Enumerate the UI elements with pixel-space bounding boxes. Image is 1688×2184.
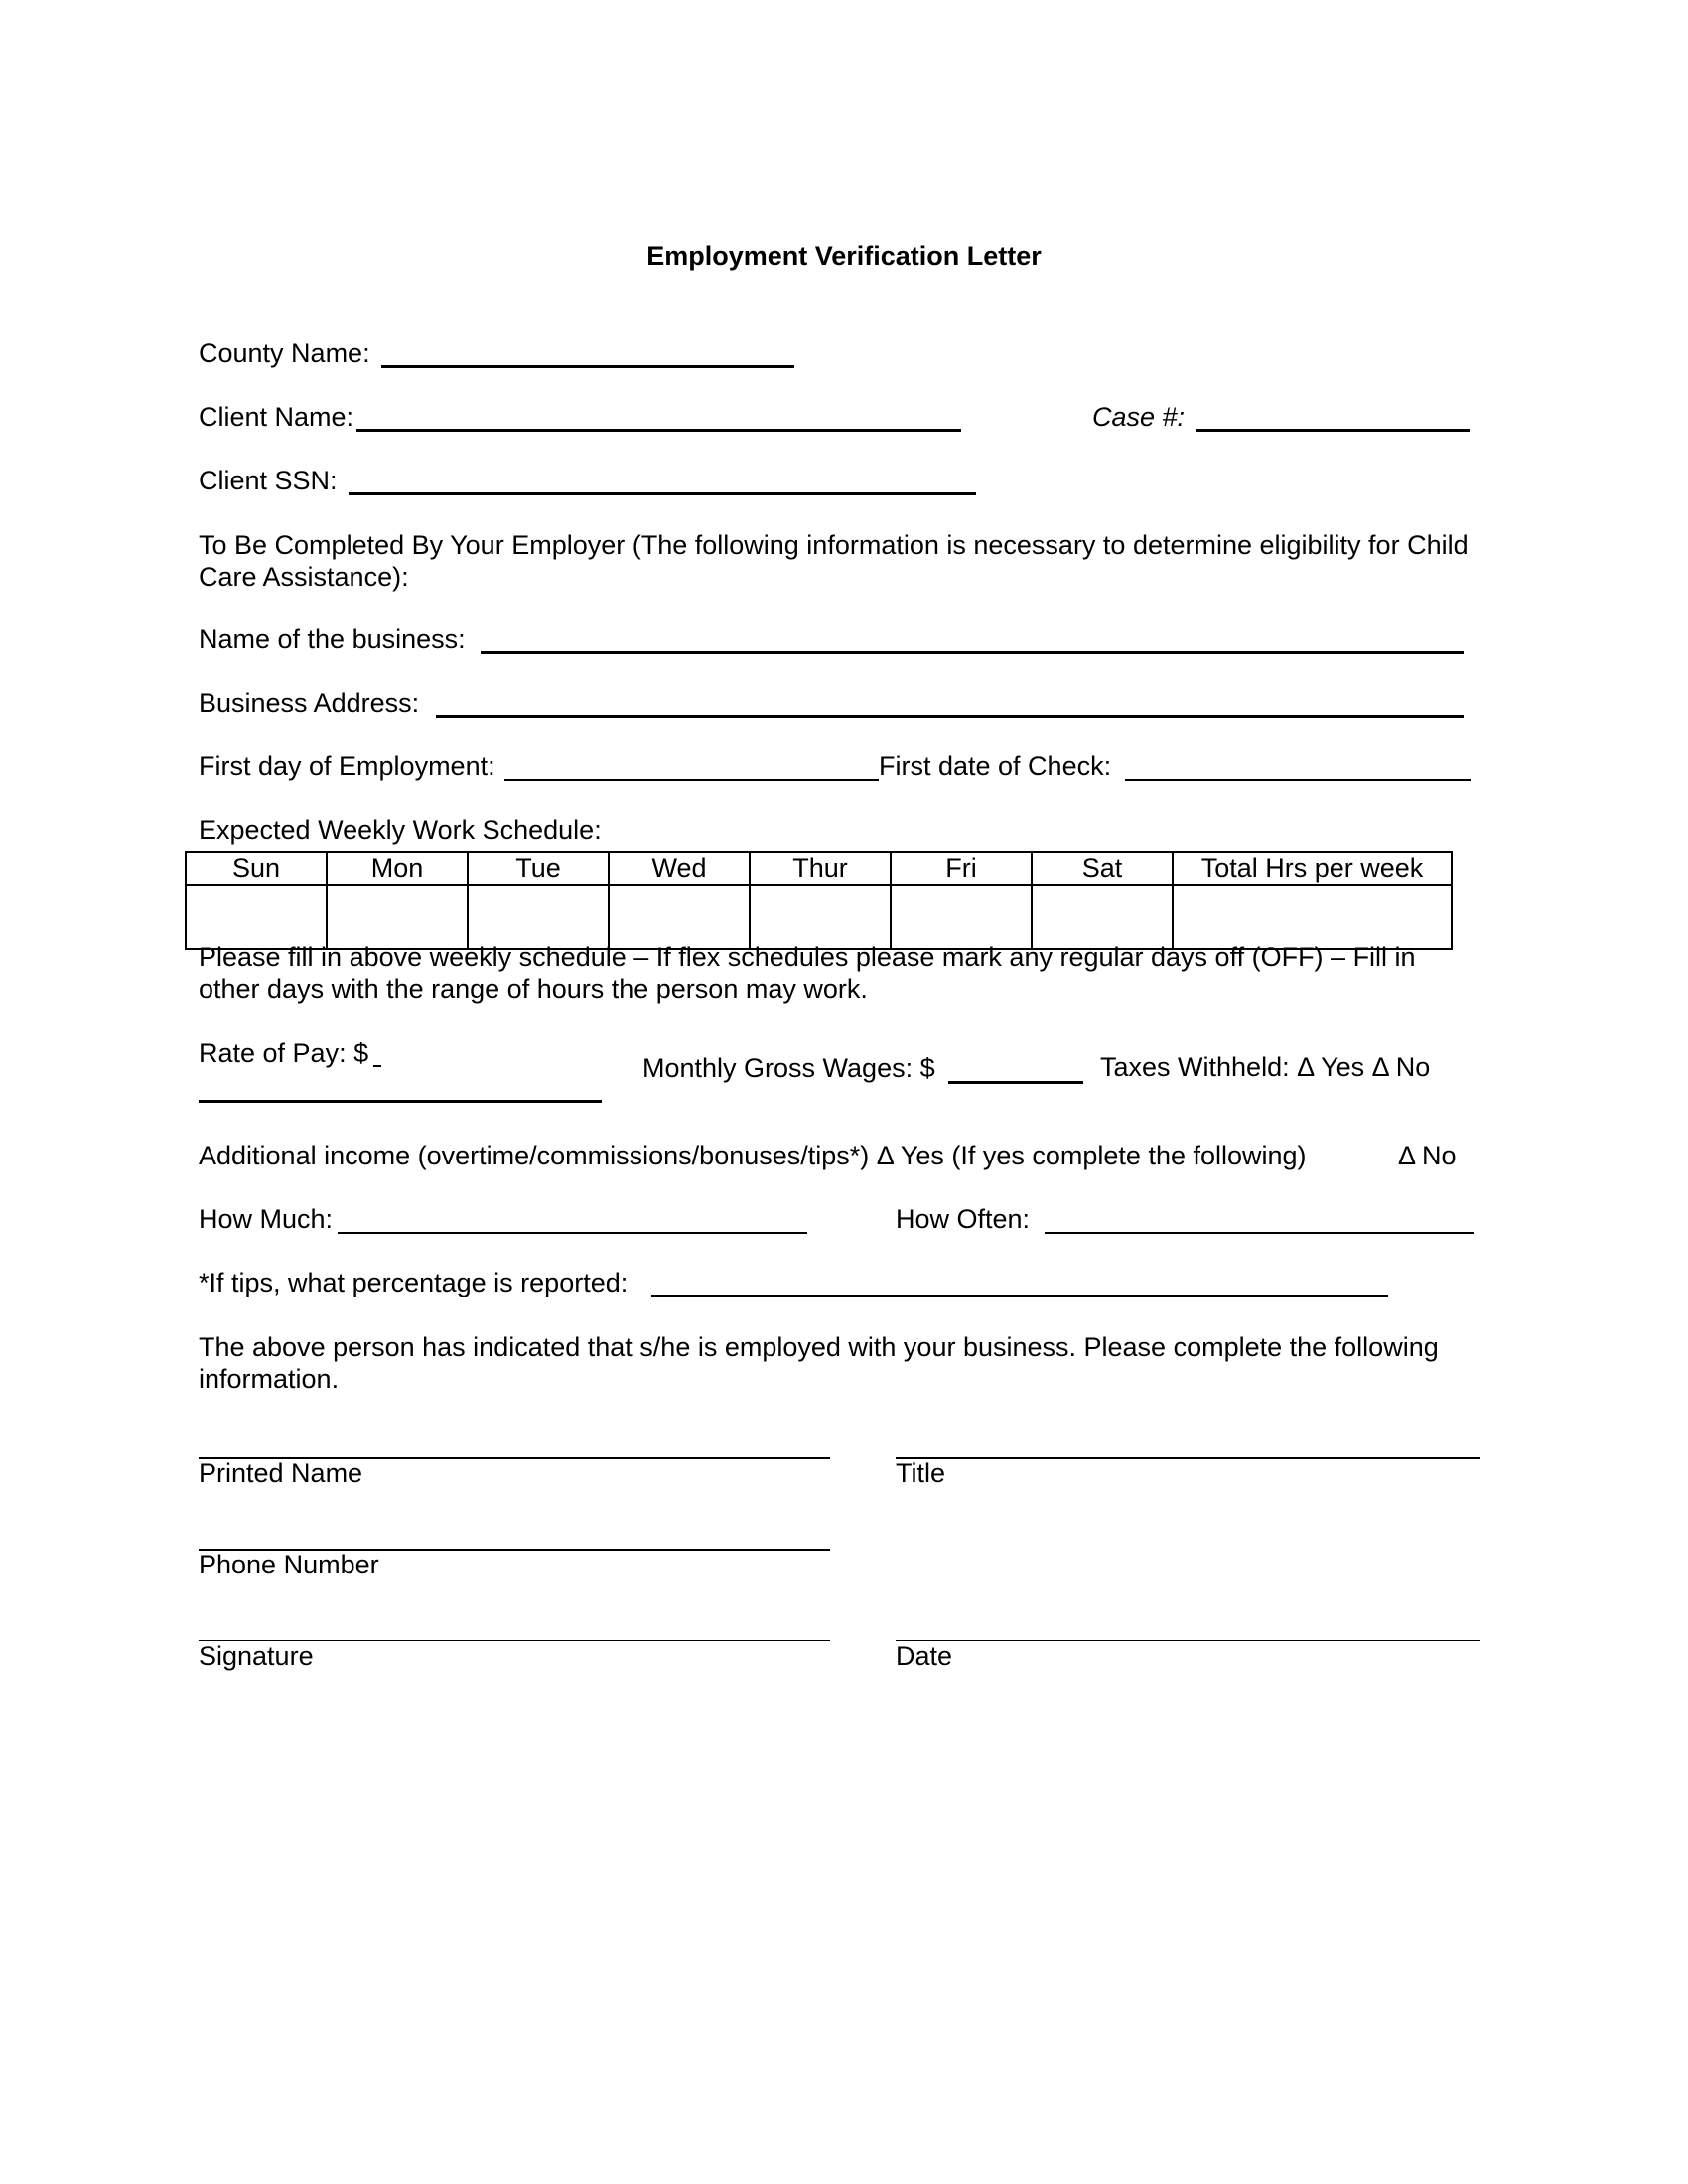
date-field[interactable]	[896, 1640, 1480, 1641]
schedule-cell-wed[interactable]	[609, 885, 750, 949]
first-date-check-label: First date of Check:	[879, 751, 1112, 781]
schedule-col-fri: Fri	[891, 852, 1032, 885]
schedule-header-row	[186, 852, 1452, 885]
how-much-field[interactable]	[338, 1232, 807, 1234]
county-name-label: County Name:	[199, 339, 370, 368]
schedule-col-sat: Sat	[1032, 852, 1173, 885]
additional-income-label[interactable]: Additional income (overtime/commissions/bonuses/tips*) Δ Yes (If yes complete the following)	[199, 1141, 1307, 1170]
first-date-check-field[interactable]	[1125, 779, 1471, 781]
additional-income-no-option[interactable]: Δ No	[1398, 1141, 1457, 1170]
rate-of-pay-mark	[373, 1065, 381, 1067]
case-number-field[interactable]	[1196, 429, 1470, 432]
signature-label: Signature	[199, 1641, 314, 1671]
first-day-employment-field[interactable]	[504, 779, 879, 781]
case-number-label: Case #:	[1092, 402, 1186, 432]
schedule-cell-mon[interactable]	[327, 885, 468, 949]
schedule-col-wed: Wed	[609, 852, 750, 885]
schedule-cell-thur[interactable]	[750, 885, 891, 949]
first-day-employment-label: First day of Employment:	[199, 751, 495, 781]
schedule-cell-tue[interactable]	[468, 885, 609, 949]
date-label: Date	[896, 1641, 953, 1671]
schedule-cell-sun[interactable]	[186, 885, 327, 949]
schedule-cell-fri[interactable]	[891, 885, 1032, 949]
schedule-col-tue: Tue	[468, 852, 609, 885]
client-ssn-label: Client SSN:	[199, 466, 338, 495]
how-often-label: How Often:	[896, 1204, 1031, 1234]
client-name-field[interactable]	[356, 429, 961, 432]
schedule-label: Expected Weekly Work Schedule:	[199, 815, 602, 845]
business-name-field[interactable]	[481, 651, 1464, 654]
schedule-cell-total[interactable]	[1173, 885, 1452, 949]
title-label: Title	[896, 1458, 946, 1488]
taxes-withheld-option[interactable]: Taxes Withheld: Δ Yes Δ No	[1100, 1052, 1431, 1082]
monthly-gross-wages-field[interactable]	[948, 1081, 1083, 1084]
schedule-col-sun: Sun	[186, 852, 327, 885]
schedule-entry-row	[186, 885, 1452, 949]
page-title: Employment Verification Letter	[646, 241, 1042, 271]
schedule-col-mon: Mon	[327, 852, 468, 885]
tips-percentage-label: *If tips, what percentage is reported:	[199, 1268, 629, 1297]
business-address-label: Business Address:	[199, 688, 420, 718]
rate-of-pay-field[interactable]	[199, 1100, 602, 1103]
closing-text: The above person has indicated that s/he is employed with your business. Please complete the following information.	[199, 1332, 1439, 1394]
client-ssn-field[interactable]	[349, 492, 976, 495]
phone-number-label: Phone Number	[199, 1550, 379, 1579]
tips-percentage-field[interactable]	[651, 1295, 1388, 1297]
client-name-label: Client Name:	[199, 402, 354, 432]
rate-of-pay-label: Rate of Pay: $	[199, 1038, 369, 1068]
weekly-schedule-table	[185, 851, 1453, 950]
schedule-col-thur: Thur	[750, 852, 891, 885]
title-field[interactable]	[896, 1457, 1480, 1459]
county-name-field[interactable]	[381, 365, 794, 368]
how-often-field[interactable]	[1045, 1232, 1474, 1234]
intro-text: To Be Completed By Your Employer (The following information is necessary to determine eligibility for Child Care Assistance):	[199, 530, 1469, 592]
monthly-gross-wages-label: Monthly Gross Wages: $	[642, 1053, 935, 1083]
schedule-cell-sat[interactable]	[1032, 885, 1173, 949]
business-address-field[interactable]	[436, 715, 1464, 718]
how-much-label: How Much:	[199, 1204, 334, 1234]
schedule-col-total: Total Hrs per week	[1173, 852, 1452, 885]
business-name-label: Name of the business:	[199, 624, 466, 654]
schedule-note: Please fill in above weekly schedule – If flex schedules please mark any regular days off (OFF) – Fill in other days with the range of hours the person may work.	[199, 942, 1416, 1004]
printed-name-label: Printed Name	[199, 1458, 363, 1488]
